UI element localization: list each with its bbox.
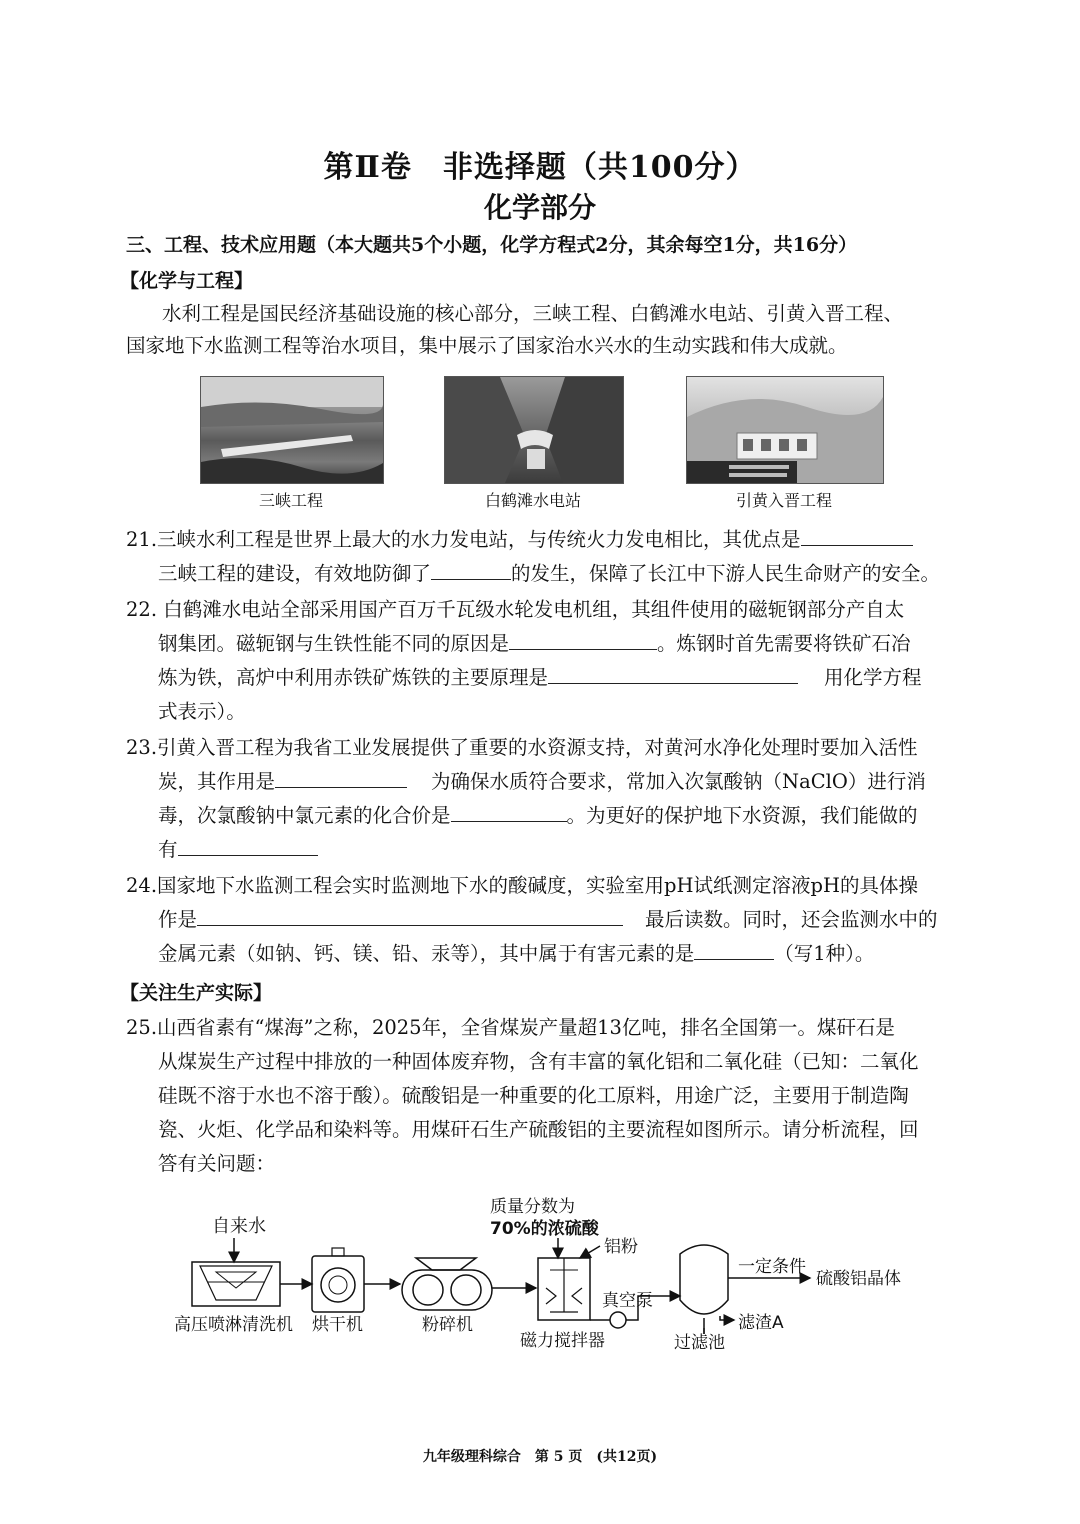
flow-label-product: 硫酸铝晶体 — [816, 1269, 901, 1289]
washer-machine-icon — [192, 1262, 280, 1306]
flow-label-acid-2: 70%的浓硫酸 — [490, 1219, 599, 1239]
q21-text-a: 21.三峡水利工程是世界上最大的水力发电站，与传统火力发电相比，其优点是 — [126, 528, 801, 551]
flow-label-washer: 高压喷淋清洗机 — [174, 1315, 293, 1335]
q23-line-3 — [158, 802, 918, 830]
process-flow-diagram — [160, 1188, 920, 1368]
q21-answer-blank-2[interactable] — [431, 561, 511, 580]
photo-caption-three-gorges: 三峡工程 — [258, 491, 323, 510]
magnetic-stirrer-icon — [538, 1258, 590, 1320]
flow-label-crusher: 粉碎机 — [422, 1315, 473, 1335]
flow-label-tap-water: 自来水 — [212, 1216, 266, 1237]
section-heading: 三、工程、技术应用题（本大题共5个小题，化学方程式2分，其余每空1分，共16分） — [126, 234, 858, 256]
q24-text-c1: 金属元素（如钠、钙、镁、铅、汞等），其中属于有害元素的是 — [158, 942, 695, 965]
flow-label-vacuum-pump: 真空泵 — [602, 1291, 653, 1311]
q24-line-2 — [158, 906, 938, 934]
q22-line-4: 式表示）。 — [158, 700, 246, 723]
flow-label-stirrer: 磁力搅拌器 — [520, 1331, 605, 1351]
q22-line-1: 22. 白鹤滩水电站全部采用国产百万千瓦级水轮发电机组，其组件使用的磁轭钢部分产自太 — [126, 598, 905, 621]
q25-line-1: 25.山西省素有“煤海”之称，2025年，全省煤炭产量超13亿吨，排名全国第一。煤矸石是 — [126, 1016, 895, 1039]
q22-text-c1: 炼为铁，高炉中利用赤铁矿炼铁的主要原理是 — [158, 666, 549, 689]
q23-answer-blank-2[interactable] — [451, 803, 567, 822]
page-footer: 九年级理科综合 第 5 页 (共12页) — [422, 1449, 658, 1465]
q24-answer-blank-1[interactable] — [197, 907, 623, 926]
flow-label-filter-tank: 过滤池 — [674, 1333, 725, 1353]
intro-line-1: 水利工程是国民经济基础设施的核心部分，三峡工程、白鹤滩水电站、引黄入晋工程、 — [162, 302, 904, 325]
flow-label-condition: 一定条件 — [738, 1257, 806, 1277]
q22-line-3 — [158, 664, 922, 692]
q21-text-b1: 三峡工程的建设，有效地防御了 — [158, 562, 432, 585]
intro-line-2: 国家地下水监测工程等治水项目，集中展示了国家治水兴水的生动实践和伟大成就。 — [126, 334, 848, 357]
flow-label-acid-1: 质量分数为 — [490, 1197, 575, 1217]
q24-line-3 — [158, 940, 874, 968]
flow-label-dryer: 烘干机 — [312, 1315, 363, 1335]
q21-answer-blank-1[interactable] — [801, 527, 913, 546]
q22-text-c2: 用化学方程 — [824, 666, 922, 689]
q24-line-1: 24.国家地下水监测工程会实时监测地下水的酸碱度，实验室用pH试纸测定溶液pH的具体操 — [126, 874, 918, 897]
q23-text-c2: 。为更好的保护地下水资源，我们能做的 — [566, 804, 918, 827]
q23-line-1: 23.引黄入晋工程为我省工业发展提供了重要的水资源支持，对黄河水净化处理时要加入活性 — [126, 736, 918, 759]
baihetan-photo — [444, 376, 624, 484]
q21-line-1 — [126, 526, 913, 554]
q23-text-b1: 炭，其作用是 — [158, 770, 276, 793]
q22-text-b2: 。炼钢时首先需要将铁矿石冶 — [657, 632, 911, 655]
part-label-production: 【关注生产实际】 — [120, 982, 273, 1004]
q25-line-2: 从煤炭生产过程中排放的一种固体废弃物，含有丰富的氧化铝和二氧化硅（已知：二氧化 — [158, 1050, 919, 1073]
q23-text-c1: 毒，次氯酸钠中氯元素的化合价是 — [158, 804, 451, 827]
arrow-to-residue — [720, 1316, 734, 1320]
q23-text-b2: 为确保水质符合要求，常加入次氯酸钠（NaClO）进行消 — [431, 770, 926, 793]
crusher-icon — [402, 1258, 492, 1310]
q23-line-2 — [158, 768, 926, 796]
q25-line-5: 答有关问题： — [158, 1152, 276, 1175]
q23-text-d: 有 — [158, 838, 178, 861]
arrow-al-in — [580, 1246, 600, 1258]
q24-text-b2: 最后读数。同时，还会监测水中的 — [645, 908, 938, 931]
q23-line-4 — [158, 836, 318, 864]
flow-label-residue: 滤渣A — [738, 1313, 784, 1333]
photo-caption-yellow-river: 引黄入晋工程 — [735, 491, 832, 510]
q22-answer-blank-1[interactable] — [509, 631, 657, 650]
photo-caption-baihetan: 白鹤滩水电站 — [484, 491, 581, 510]
q24-text-c2: （写1种）。 — [774, 942, 875, 965]
section-subtitle: 化学部分 — [483, 191, 596, 224]
flow-label-al-powder: 铝粉 — [604, 1237, 638, 1257]
q21-line-2 — [158, 560, 940, 588]
q22-text-b1: 钢集团。磁轭钢与生铁性能不同的原因是 — [158, 632, 510, 655]
paper-title: 第Ⅱ卷 非选择题（共100分） — [323, 150, 757, 185]
q24-text-b1: 作是 — [158, 908, 198, 931]
q24-answer-blank-2[interactable] — [694, 941, 774, 960]
three-gorges-photo — [200, 376, 384, 484]
dryer-icon — [312, 1248, 364, 1312]
yellow-river-diversion-photo — [686, 376, 884, 484]
q23-answer-blank-1[interactable] — [275, 769, 407, 788]
q23-answer-blank-3[interactable] — [178, 837, 318, 856]
q22-line-2 — [158, 630, 911, 658]
part-label-chem-engineering: 【化学与工程】 — [120, 270, 254, 292]
q21-text-b2: 的发生，保障了长江中下游人民生命财产的安全。 — [511, 562, 941, 585]
q25-line-4: 瓷、火炬、化学品和染料等。用煤矸石生产硫酸铝的主要流程如图所示。请分析流程，回 — [158, 1118, 919, 1141]
q22-answer-blank-2[interactable] — [548, 665, 798, 684]
q25-line-3: 硅既不溶于水也不溶于酸）。硫酸铝是一种重要的化工原料，用途广泛，主要用于制造陶 — [158, 1084, 909, 1107]
